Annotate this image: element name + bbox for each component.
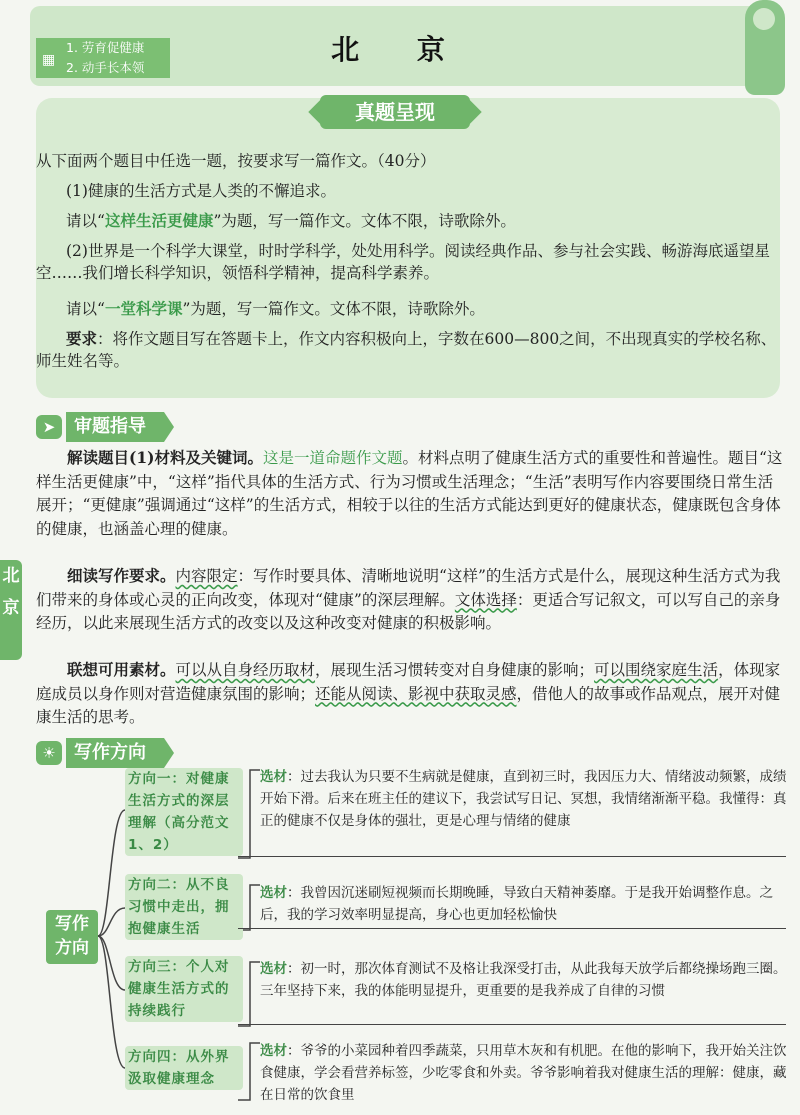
material-label: 选材 <box>260 1043 287 1059</box>
guide-p3-u3: 还能从阅读、影视中获取灵感 <box>315 684 517 703</box>
direction-2-material <box>260 882 788 926</box>
material-text: ：爷爷的小菜园种着四季蔬菜，只用草木灰和有机肥。在他的影响下，我开始关注饮食健康，学会看营养标签，少吃零食和外卖。爷爷影响着我对健康生活的理解：健康，藏在日常的饮食里 <box>260 1043 787 1103</box>
question-tab: 真题呈现 <box>320 95 470 129</box>
material-label: 选材 <box>260 769 287 785</box>
guide-p3-u2: 可以围绕家庭生活 <box>594 661 719 679</box>
direction-4-label: 方向四：从外界汲取健康理念 <box>125 1046 243 1090</box>
material-text: ：初一时，那次体育测试不及格让我深受打击，从此我每天放学后都绕操场跑三圈。三年坚持下来，我的体能明显提升，更重要的是我养成了自律的习惯 <box>260 961 787 999</box>
guide-p2-u2: 文体选择 <box>454 590 517 609</box>
direction-1-label: 方向一：对健康生活方式的深层理解（高分范文1、2） <box>125 768 243 856</box>
mind-map-root <box>46 910 98 964</box>
guide-p3-t3: ，借他人的故事或作品观点，展开对健康生活的思考。 <box>36 684 781 726</box>
lightbulb-icon: ☀ <box>36 741 62 765</box>
direction-4-material <box>260 1040 788 1106</box>
guide-p3-t2: ，体现家庭成员以身作则对营造健康氛围的影响； <box>36 661 781 703</box>
guide-p3-lead: 联想可用素材。 <box>67 660 176 679</box>
prompt-pre: 请以“ <box>66 300 105 318</box>
essay-title-2: 一堂科学课 <box>104 299 183 318</box>
question-option-2: (2)世界是一个科学大课堂，时时学科学，处处用科学。阅读经典作品、参与社会实践、畅游海底遥望星空……我们增长科学知识，领悟科学精神，提高科学素养。 <box>36 242 770 282</box>
material-label: 选材 <box>260 961 287 977</box>
book-icon: ▦ <box>42 52 56 68</box>
directions-heading-label: 写作方向 <box>66 738 164 768</box>
direction-3-material <box>260 958 788 1002</box>
guide-p3-t1: ，展现生活习惯转变对自身健康的影响； <box>315 661 595 679</box>
paper-plane-icon: ➤ <box>36 415 62 439</box>
direction-1-material <box>260 766 788 832</box>
guide-p2-lead: 细读写作要求。 <box>67 566 176 585</box>
guide-p1-lead: 解读题目(1)材料及关键词。 <box>67 448 263 467</box>
root-line-2: 方向 <box>55 938 89 958</box>
guide-p2-t1: ：写作时要具体、清晰地说明“这样”的生活方式是什么，展现这种生活方式为我们带来的身体或心灵的正向改变，体现对“健康”的深层理解。 <box>36 567 781 609</box>
prompt-post: ”为题，写一篇作文。文体不限，诗歌除外。 <box>182 300 485 318</box>
guide-p2-t2: ：更适合写记叙文，可以写自己的亲身经历，以此来展现生活方式的改变以及这种改变对健康的积极影响。 <box>36 590 781 632</box>
essay-title-1: 这样生活更健康 <box>104 211 214 230</box>
direction-2-underline <box>238 928 786 929</box>
page-title: 北 京 <box>331 33 469 66</box>
material-text: ：我曾因沉迷刷短视频而长期晚睡，导致白天精神萎靡。于是我开始调整作息。之后，我的学习效率明显提高，身心也更加轻松愉快 <box>260 885 773 923</box>
tag-line-2: 2. 动手长本领 <box>66 60 145 75</box>
direction-2-label: 方向二：从不良习惯中走出，拥抱健康生活 <box>125 874 243 940</box>
requirements-label: 要求 <box>66 329 98 348</box>
direction-1-underline <box>238 856 786 857</box>
question-intro: 从下面两个题目中任选一题，按要求写一篇作文。（40分） <box>36 152 436 170</box>
guide-p3-u1: 可以从自身经历取材 <box>175 661 316 679</box>
guide-p1-green: 这是一道命题作文题 <box>262 449 403 467</box>
tag-line-1: 1. 劳育促健康 <box>66 40 145 55</box>
material-text: ：过去我认为只要不生病就是健康，直到初三时，我因压力大、情绪波动频繁，成绩开始下滑。后来在班主任的建议下，我尝试写日记、冥想，我情绪渐渐平稳。我懂得：真正的健康不仅是身体的强壮，更是心理与情绪的健康 <box>260 769 787 829</box>
root-line-1: 写作 <box>55 914 89 934</box>
direction-3-label: 方向三：个人对健康生活方式的持续践行 <box>125 956 243 1022</box>
guide-p2-u1: 内容限定 <box>175 567 238 585</box>
material-label: 选材 <box>260 885 287 901</box>
direction-3-underline <box>238 1024 786 1025</box>
guide-heading-label: 审题指导 <box>66 412 164 442</box>
guide-p1-rest: 。材料点明了健康生活方式的重要性和普遍性。题目“这样生活更健康”中，“这样”指代具体的生活方式、行为习惯或生活理念；“生活”表明写作内容要围绕日常生活展开；“更健康”强调通过“这样”的生活方式，相较于以往的生活方式能达到更好的健康状态，健康既包含身体的健康，也涵盖心理的健康。 <box>36 449 783 538</box>
side-region-tab: 北京 <box>0 560 22 660</box>
prompt-post: ”为题，写一篇作文。文体不限，诗歌除外。 <box>213 212 516 230</box>
question-option-1: (1)健康的生活方式是人类的不懈追求。 <box>66 182 336 200</box>
prompt-pre: 请以“ <box>66 212 105 230</box>
requirements-text: ：将作文题目写在答题卡上，作文内容积极向上，字数在600—800之间，不出现真实的学校名称、师生姓名等。 <box>36 330 777 370</box>
